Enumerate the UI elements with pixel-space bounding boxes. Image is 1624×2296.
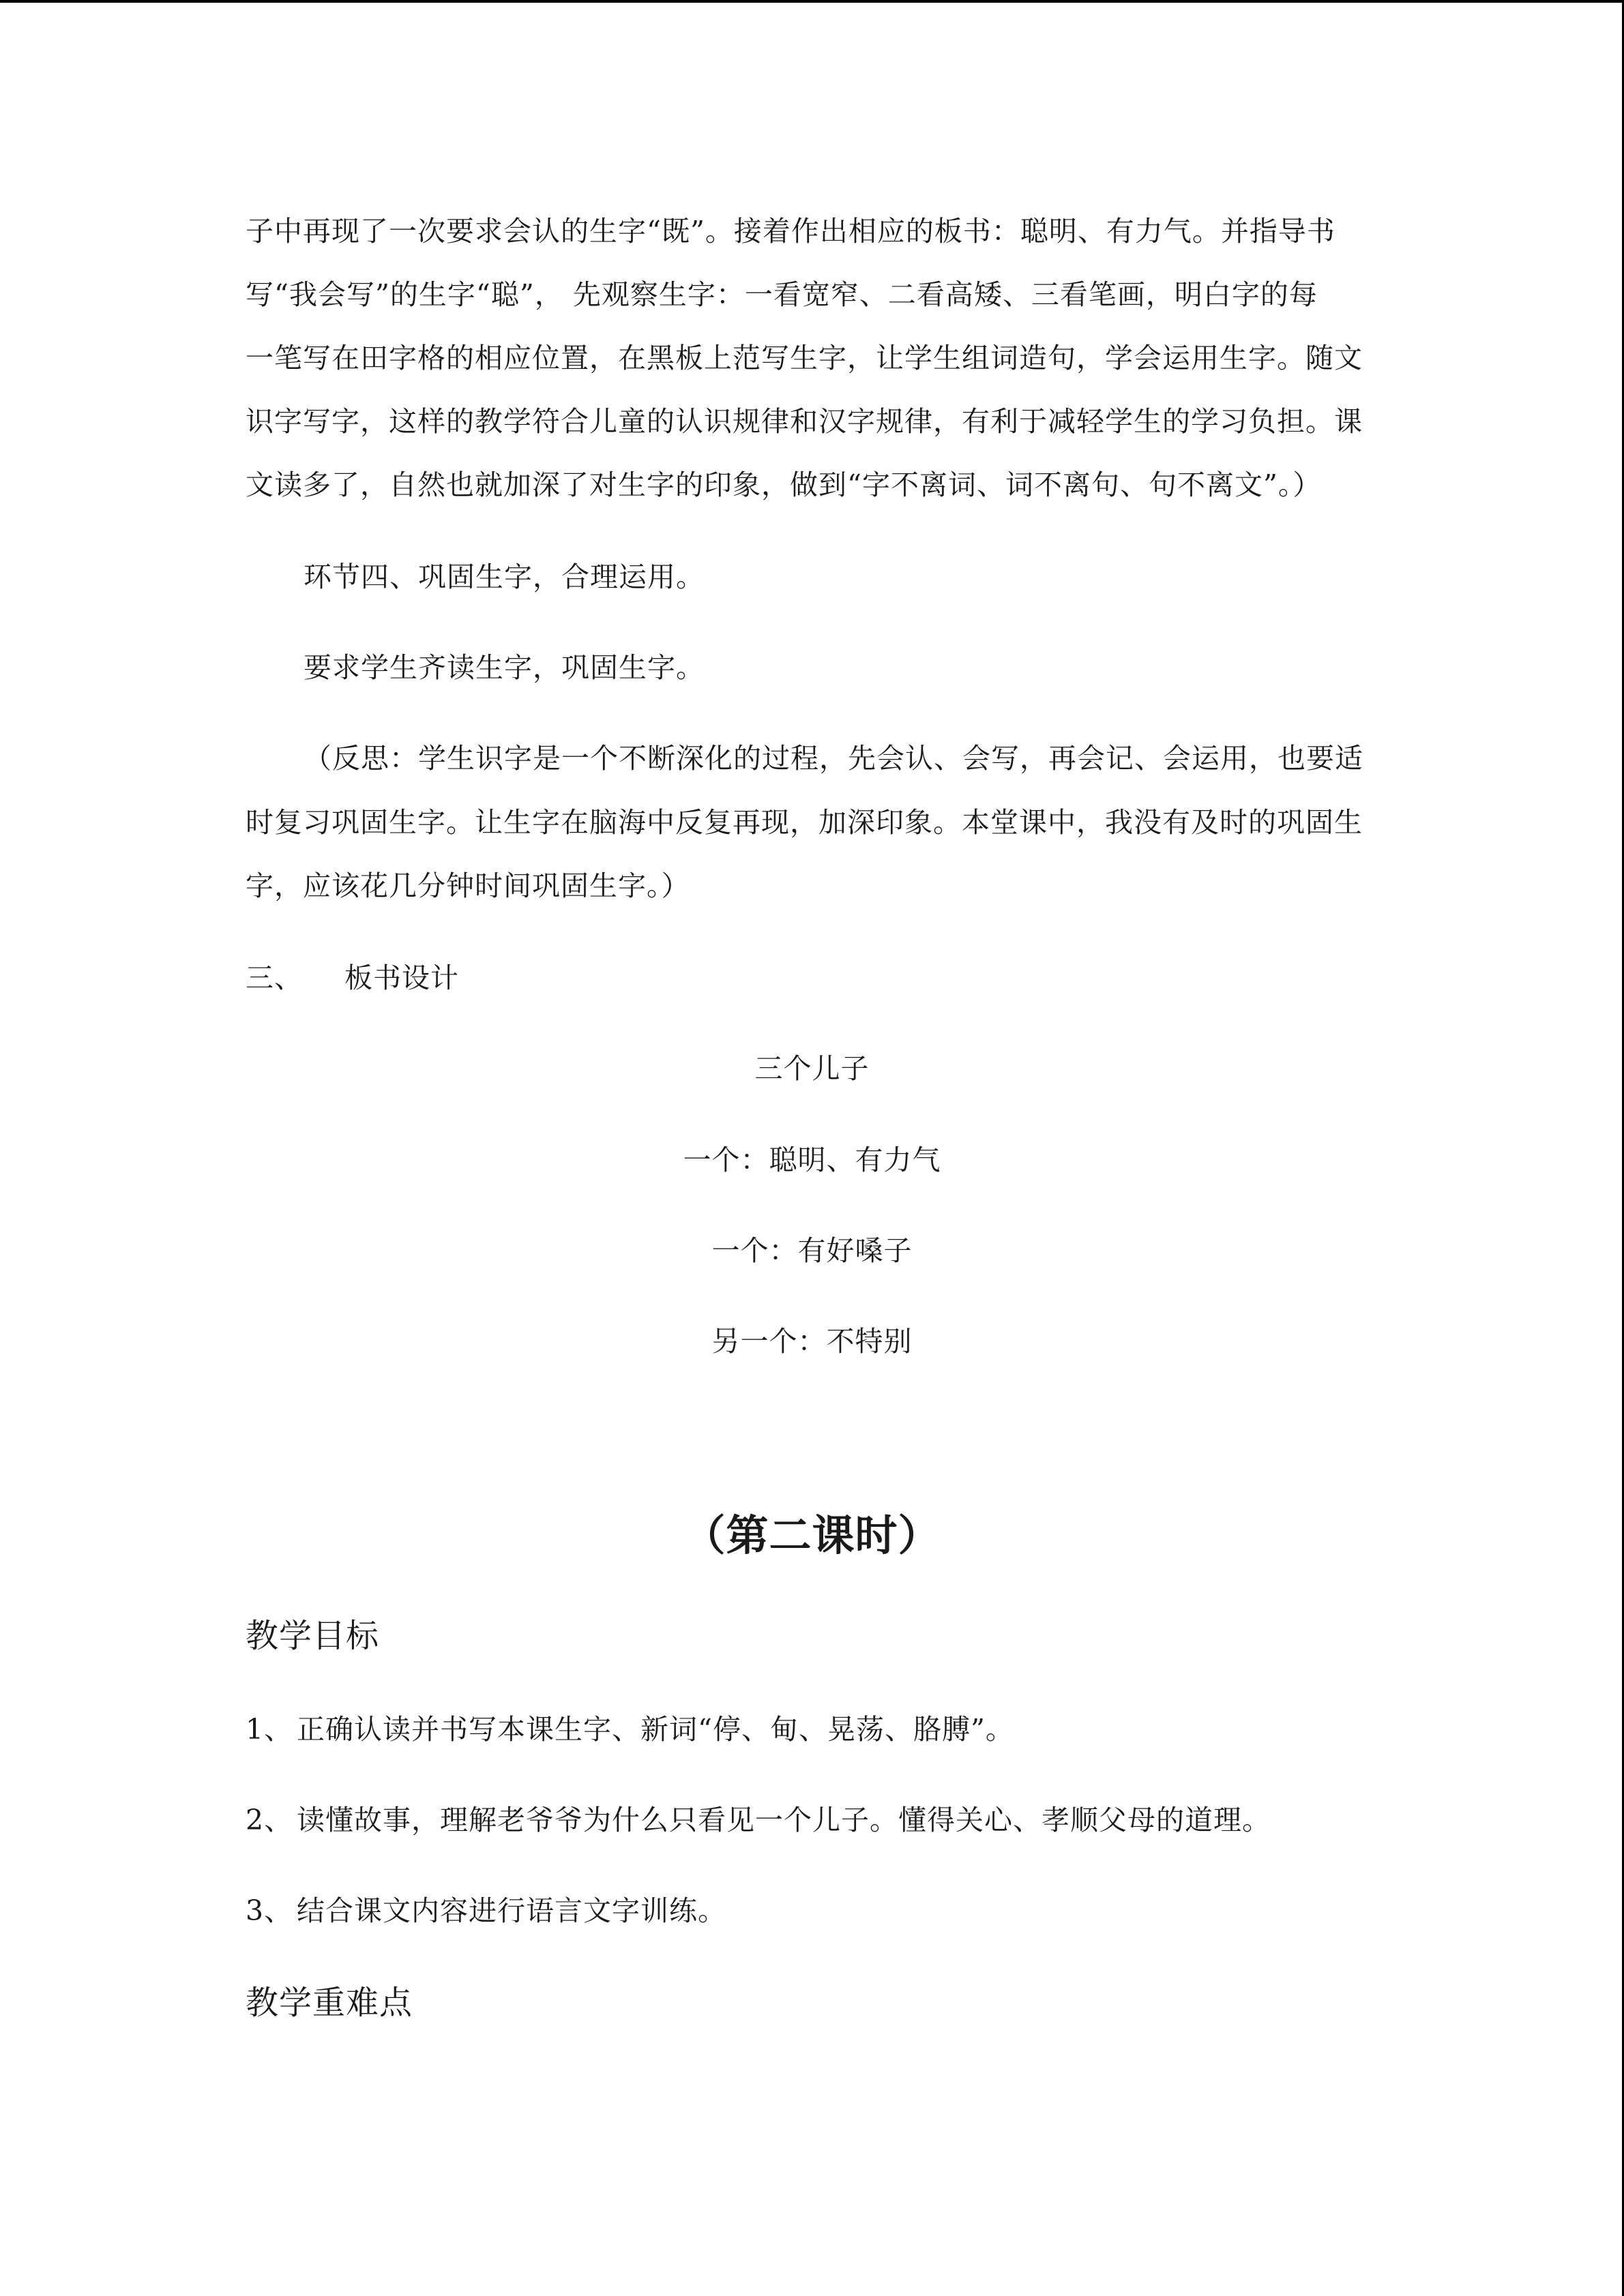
board-line: 另一个：不特别 xyxy=(711,1325,913,1358)
goal-item xyxy=(246,1890,726,1931)
paragraph-line: 文读多了，自然也就加深了对生字的印象，做到“字不离词、词不离句、句不离文”。） xyxy=(246,468,1322,501)
goal-item xyxy=(246,1709,1014,1750)
paragraph-line: 一笔写在田字格的相应位置，在黑板上范写生字，让学生组词造句，学会运用生字。随文 xyxy=(246,342,1363,374)
paragraph-line: 识字写字，这样的教学符合儿童的认识规律和汉字规律，有利于减轻学生的学习负担。课 xyxy=(246,405,1363,438)
goals-heading: 教学目标 xyxy=(246,1617,380,1655)
step4-heading: 环节四、巩固生字，合理运用。 xyxy=(304,561,705,593)
goal-number: 2、 xyxy=(246,1804,293,1836)
paragraph-line: 子中再现了一次要求会认的生字“既”。接着作出相应的板书：聪明、有力气。并指导书 xyxy=(246,215,1335,248)
goal-text: 正确认读并书写本课生字、新词“停、甸、晃荡、胳膊”。 xyxy=(297,1713,1014,1746)
goal-item xyxy=(246,1800,1271,1840)
paragraph-line: 写“我会写”的生字“聪”， 先观察生字：一看宽窄、二看高矮、三看笔画，明白字的每 xyxy=(246,278,1318,311)
step4-detail: 要求学生齐读生字，巩固生字。 xyxy=(304,651,705,684)
reflection-line: 时复习巩固生字。让生字在脑海中反复再现，加深印象。本堂课中，我没有及时的巩固生 xyxy=(246,806,1363,839)
section3-number: 三、 xyxy=(246,961,303,994)
goal-number: 3、 xyxy=(246,1894,293,1927)
goal-text: 读懂故事，理解老爷爷为什么只看见一个儿子。懂得关心、孝顺父母的道理。 xyxy=(297,1804,1271,1836)
key-points-heading: 教学重难点 xyxy=(246,1984,413,2022)
section3-title: 板书设计 xyxy=(344,961,459,994)
lesson2-title: （第二课时） xyxy=(683,1510,941,1560)
section3-heading xyxy=(246,957,459,998)
reflection-line: 字，应该花几分钟时间巩固生字。） xyxy=(246,869,690,902)
goal-number: 1、 xyxy=(246,1713,293,1746)
goal-text: 结合课文内容进行语言文字训练。 xyxy=(297,1894,726,1927)
board-line: 一个：聪明、有力气 xyxy=(683,1144,941,1176)
reflection-line: （反思：学生识字是一个不断深化的过程，先会认、会写，再会记、会运用，也要适 xyxy=(304,742,1363,775)
board-title: 三个儿子 xyxy=(754,1052,870,1085)
board-line: 一个：有好嗓子 xyxy=(711,1234,913,1267)
